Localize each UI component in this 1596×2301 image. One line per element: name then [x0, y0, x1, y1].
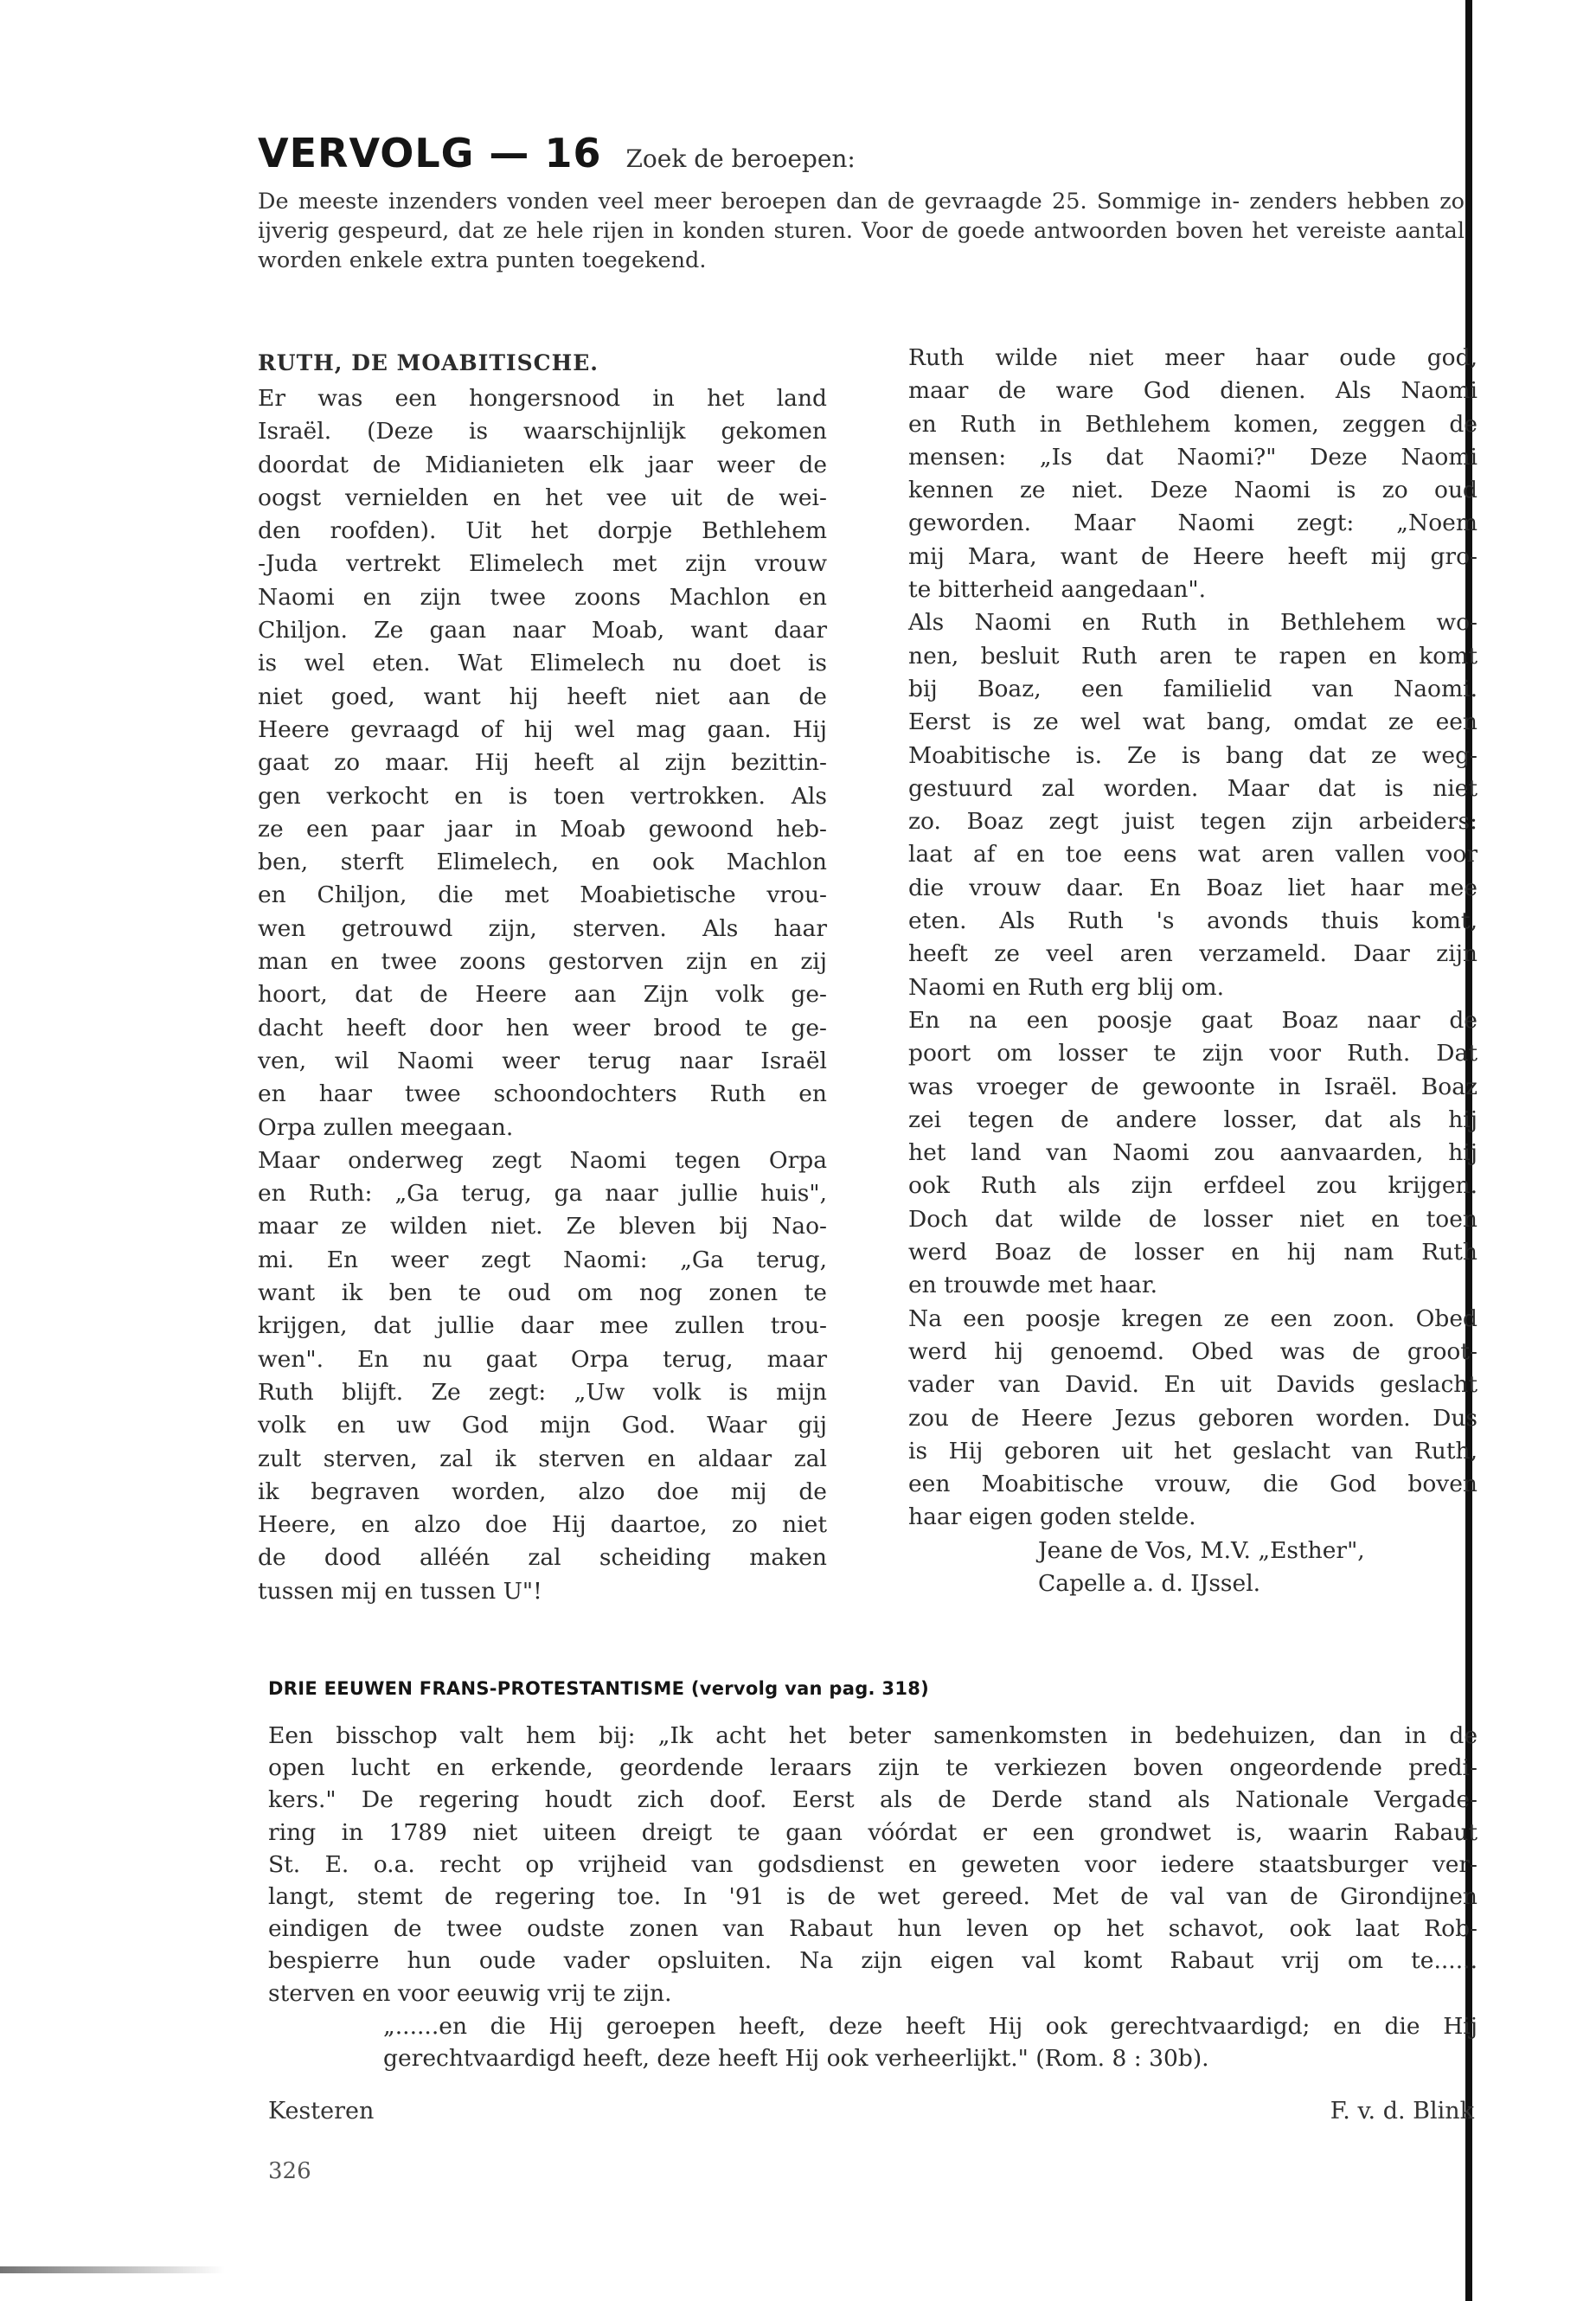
text-line: werd Boaz de losser en hij nam Ruth — [908, 1239, 1477, 1266]
text-line: en Ruth: „Ga terug, ga naar jullie huis", — [258, 1180, 827, 1208]
article-title: RUTH, DE MOABITISCHE. — [258, 350, 599, 375]
text-line: een Moabitische vrouw, die God boven — [908, 1471, 1477, 1498]
text-line: zo. Boaz zegt juist tegen zijn arbeiders: — [908, 808, 1477, 836]
text-line: „......en die Hij geroepen heeft, deze heeft Hij ook gerechtvaardigd; en die Hij — [383, 2013, 1477, 2040]
text-line: de dood alléén zal scheiding maken — [258, 1544, 827, 1572]
text-line: Doch dat wilde de losser niet en toen — [908, 1205, 1477, 1233]
text-line: ben, sterft Elimelech, en ook Machlon — [258, 849, 827, 876]
right-column-text — [908, 342, 1477, 1535]
text-line: Als Naomi en Ruth in Bethlehem wo- — [908, 609, 1477, 637]
text-line: volk en uw God mijn God. Waar gij — [258, 1412, 827, 1439]
text-line: eindigen de twee oudste zonen van Rabaut hun leven op het schavot, ook laat Rob- — [268, 1915, 1477, 1943]
text-line: hoort, dat de Heere aan Zijn volk ge- — [258, 981, 827, 1009]
text-line: bespierre hun oude vader opsluiten. Na zijn eigen val komt Rabaut vrij om te...... — [268, 1947, 1477, 1975]
article-right-column — [908, 342, 1477, 1600]
text-line: sterven en voor eeuwig vrij te zijn. — [268, 1979, 672, 2007]
scan-shadow — [0, 2266, 225, 2273]
text-line: en haar twee schoondochters Ruth en — [258, 1080, 827, 1108]
header-body — [258, 187, 1465, 275]
text-line: geworden. Maar Naomi zegt: „Noem — [908, 510, 1477, 537]
text-line: ze een paar jaar in Moab gewoond heb- — [258, 815, 827, 843]
text-line: niet goed, want hij heeft niet aan de — [258, 683, 827, 710]
text-line: -Juda vertrekt Elimelech met zijn vrouw — [258, 550, 827, 578]
text-line: werd hij genoemd. Obed was de groot- — [908, 1337, 1477, 1365]
text-line: ik begraven worden, alzo doe mij de — [258, 1477, 827, 1505]
text-line: Israël. (Deze is waarschijnlijk gekomen — [258, 418, 827, 445]
left-column-text — [258, 382, 827, 1608]
text-line: en trouwde met haar. — [908, 1272, 1157, 1299]
text-line: ook Ruth als zijn erfdeel zou krijgen. — [908, 1172, 1477, 1200]
signature-line: Jeane de Vos, M.V. „Esther", — [1038, 1536, 1365, 1564]
header-title: VERVOLG — 16 — [258, 130, 602, 176]
header-line: antwoorden boven het vereiste aantal worden enkele extra punten toegekend. — [258, 218, 1465, 273]
text-line: Heere, en alzo doe Hij daartoe, zo niet — [258, 1511, 827, 1539]
text-line: En na een poosje gaat Boaz naar de — [908, 1006, 1477, 1034]
text-line: open lucht en erkende, geordende leraars zijn te verkiezen boven ongeordende predi- — [268, 1754, 1477, 1782]
text-line: Moabitische is. Ze is bang dat ze weg- — [908, 741, 1477, 769]
text-line: Heere gevraagd of hij wel mag gaan. Hij — [258, 715, 827, 743]
text-line: Orpa zullen meegaan. — [258, 1113, 514, 1141]
text-line: Ruth blijft. Ze zegt: „Uw volk is mijn — [258, 1378, 827, 1406]
text-line: wen getrouwd zijn, sterven. Als haar — [258, 914, 827, 942]
text-line: Naomi en Ruth erg blij om. — [908, 973, 1225, 1001]
section-heading: DRIE EEUWEN FRANS-PROTESTANTISME (vervolg van pag. 318) — [268, 1678, 930, 1699]
text-line: tussen mij en tussen U"! — [258, 1577, 542, 1605]
text-line: mensen: „Is dat Naomi?" Deze Naomi — [908, 443, 1477, 471]
text-line: oogst vernielden en het vee uit de wei- — [258, 484, 827, 511]
text-line: want ik ben te oud om nog zonen te — [258, 1279, 827, 1307]
text-line: Er was een hongersnood in het land — [258, 385, 827, 412]
text-line: dacht heeft door hen weer brood te ge- — [258, 1014, 827, 1042]
text-line: ring in 1789 niet uiteen dreigt te gaan vóórdat er een grondwet is, waarin Rabaut — [268, 1818, 1477, 1846]
section-body — [268, 1720, 1477, 2009]
header-line: De meeste inzenders vonden veel meer beroepen dan de gevraagde 25. Sommige in- — [258, 189, 1240, 215]
text-line: den roofden). Uit het dorpje Bethlehem — [258, 517, 827, 545]
text-line: man en twee zoons gestorven zijn en zij — [258, 948, 827, 976]
header-subtitle: Zoek de beroepen: — [625, 144, 856, 173]
text-line: was vroeger de gewoonte in Israël. Boaz — [908, 1073, 1477, 1100]
text-line: St. E. o.a. recht op vrijheid van godsdienst en geweten voor iedere staatsburger ver- — [268, 1850, 1477, 1878]
text-line: gaat zo maar. Hij heeft al zijn bezittin- — [258, 749, 827, 777]
text-line: ven, wil Naomi weer terug naar Israël — [258, 1047, 827, 1074]
text-line: kers." De regering houdt zich doof. Eerst als de Derde stand als Nationale Vergade- — [268, 1786, 1477, 1814]
text-line: maar de ware God dienen. Als Naomi — [908, 377, 1477, 405]
text-line: heeft ze veel aren verzameld. Daar zijn — [908, 940, 1477, 968]
text-line: Een bisschop valt hem bij: „Ik acht het beter samenkomsten in bedehuizen, dan in de — [268, 1722, 1477, 1749]
text-line: bij Boaz, een familielid van Naomi. — [908, 675, 1477, 702]
text-line: poort om losser te zijn voor Ruth. Dat — [908, 1040, 1477, 1067]
header-line: zenders hebben zo ijverig gespeurd, dat ze hele rijen in konden sturen. Voor de goede — [258, 189, 1465, 244]
text-line: maar ze wilden niet. Ze bleven bij Nao- — [258, 1213, 827, 1240]
text-line: haar eigen goden stelde. — [908, 1503, 1196, 1531]
text-line: eten. Als Ruth 's avonds thuis komt, — [908, 907, 1477, 935]
puzzle-continuation-header — [258, 130, 1465, 275]
text-line: gen verkocht en is toen vertrokken. Als — [258, 782, 827, 810]
text-line: Na een poosje kregen ze een zoon. Obed — [908, 1304, 1477, 1332]
text-line: gestuurd zal worden. Maar dat is niet — [908, 774, 1477, 802]
text-line: is Hij geboren uit het geslacht van Ruth, — [908, 1437, 1477, 1465]
text-line: Ruth wilde niet meer haar oude god, — [908, 344, 1477, 371]
text-line: mi. En weer zegt Naomi: „Ga terug, — [258, 1246, 827, 1273]
text-line: en Chiljon, die met Moabietische vrou- — [258, 881, 827, 909]
bible-quote — [383, 2010, 1477, 2074]
article-left-column — [258, 342, 827, 1608]
text-line: en Ruth in Bethlehem komen, zeggen de — [908, 410, 1477, 438]
place-name: Kesteren — [268, 2098, 375, 2125]
signature-line: Capelle a. d. IJssel. — [1038, 1569, 1261, 1597]
text-line: zult sterven, zal ik sterven en aldaar zal — [258, 1445, 827, 1472]
text-line: krijgen, dat jullie daar mee zullen trou- — [258, 1312, 827, 1340]
text-line: Naomi en zijn twee zoons Machlon en — [258, 583, 827, 611]
text-line: die vrouw daar. En Boaz liet haar mee — [908, 874, 1477, 901]
text-line: nen, besluit Ruth aren te rapen en komt — [908, 642, 1477, 670]
text-line: zei tegen de andere losser, dat als hij — [908, 1106, 1477, 1133]
text-line: doordat de Midianieten elk jaar weer de — [258, 451, 827, 478]
text-line: wen". En nu gaat Orpa terug, maar — [258, 1345, 827, 1373]
text-line: gerechtvaardigd heeft, deze heeft Hij ook verheerlijkt." (Rom. 8 : 30b). — [383, 2045, 1209, 2073]
text-line: langt, stemt de regering toe. In '91 is de wet gereed. Met de val van de Girondijnen — [268, 1882, 1477, 1910]
text-line: laat af en toe eens wat aren vallen voor — [908, 841, 1477, 868]
header-title-line — [258, 130, 1465, 176]
article-signature — [908, 1535, 1477, 1601]
text-line: vader van David. En uit Davids geslacht — [908, 1371, 1477, 1399]
text-line: Eerst is ze wel wat bang, omdat ze een — [908, 708, 1477, 736]
text-line: mij Mara, want de Heere heeft mij gro- — [908, 542, 1477, 570]
author-name: F. v. d. Blink — [1330, 2098, 1474, 2125]
text-line: is wel eten. Wat Elimelech nu doet is — [258, 650, 827, 677]
text-line: Maar onderweg zegt Naomi tegen Orpa — [258, 1146, 827, 1174]
page-number: 326 — [268, 2158, 311, 2184]
text-line: te bitterheid aangedaan". — [908, 576, 1207, 604]
text-line: Chiljon. Ze gaan naar Moab, want daar — [258, 617, 827, 644]
text-line: kennen ze niet. Deze Naomi is zo oud — [908, 477, 1477, 504]
text-line: zou de Heere Jezus geboren worden. Dus — [908, 1404, 1477, 1432]
text-line: het land van Naomi zou aanvaarden, hij — [908, 1139, 1477, 1167]
